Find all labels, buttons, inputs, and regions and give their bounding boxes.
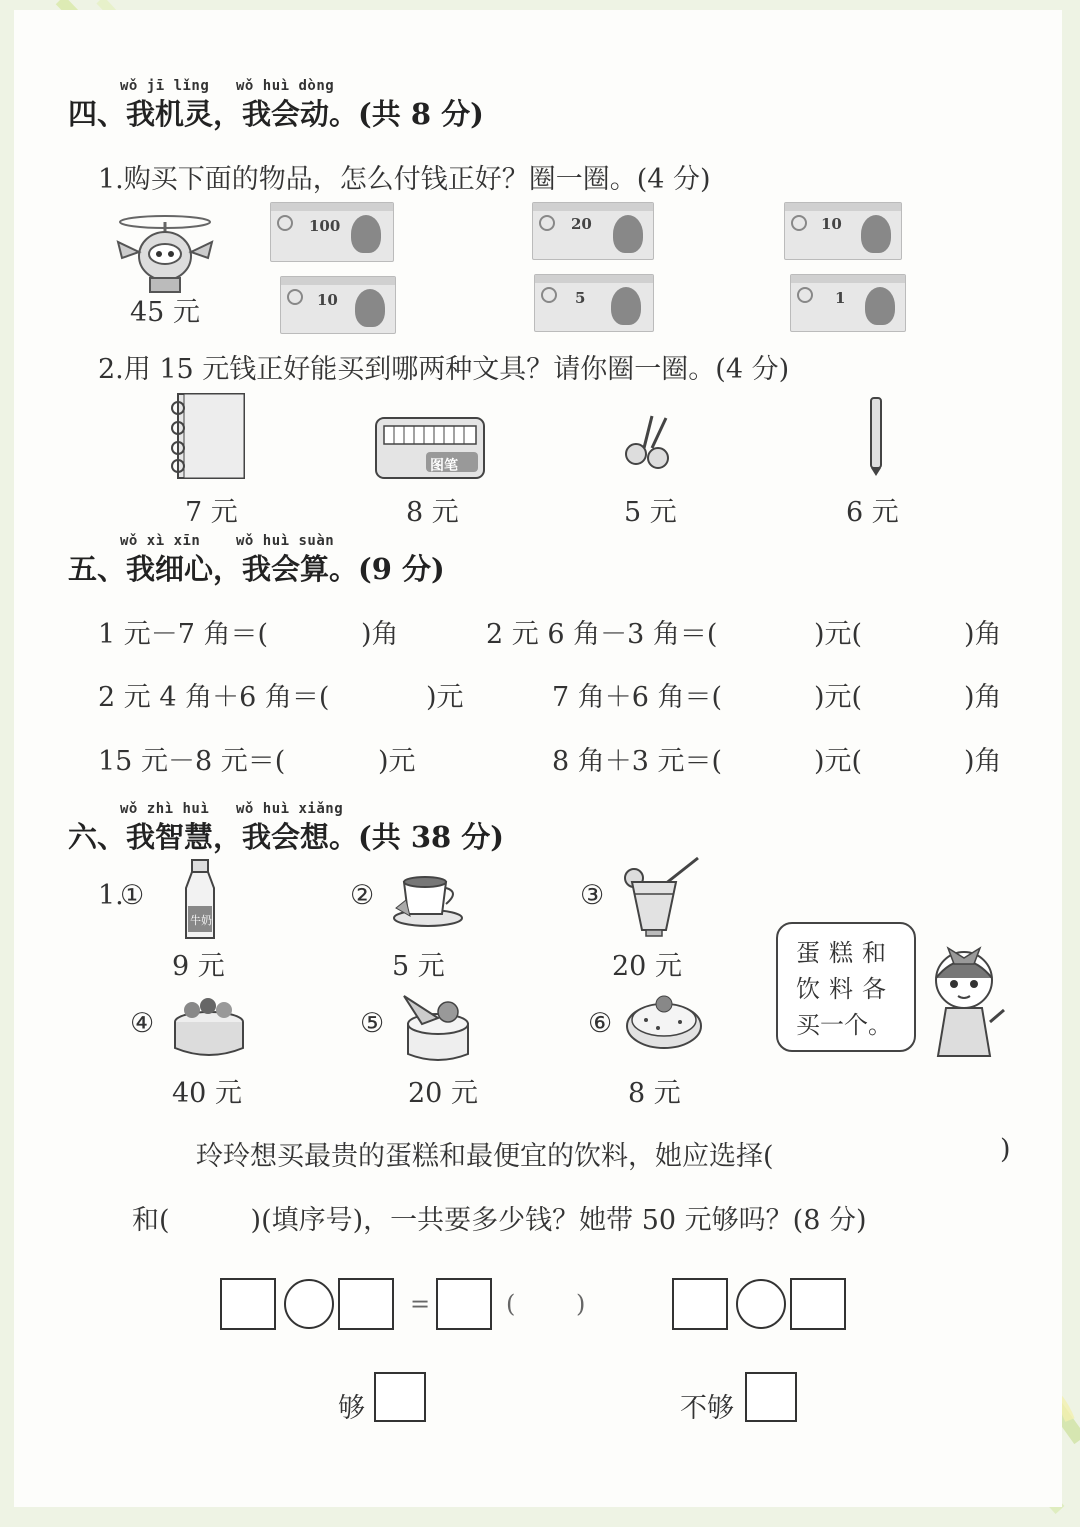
- operator-circle[interactable]: [736, 1279, 786, 1329]
- pinyin-annotation: wǒ huì suàn: [236, 533, 335, 549]
- answer-box[interactable]: [790, 1278, 846, 1330]
- stationery-price: 8 元: [406, 497, 459, 528]
- calc-expression: 2 元 6 角－3 角＝(: [486, 619, 718, 650]
- calc-unit: )元(: [814, 746, 863, 777]
- question-number: 1.: [98, 880, 124, 911]
- not-enough-checkbox[interactable]: [745, 1372, 797, 1422]
- item-price: 20 元: [612, 951, 682, 982]
- portrait-icon: [865, 287, 895, 325]
- note-band: [785, 203, 901, 211]
- emblem-icon: [277, 215, 293, 231]
- banknote[interactable]: [534, 274, 654, 332]
- note-value: 100: [309, 217, 341, 235]
- note-value: 1: [835, 289, 846, 307]
- pinyin-annotation: wǒ xì xīn: [120, 533, 201, 549]
- toy-robot-image: [110, 208, 220, 298]
- stationery-price: 7 元: [185, 497, 238, 528]
- portrait-icon: [611, 287, 641, 325]
- emblem-icon: [287, 289, 303, 305]
- cake-slice-icon[interactable]: [400, 990, 476, 1066]
- pencil-case-label: 图笔: [430, 458, 458, 474]
- banknote[interactable]: [790, 274, 906, 332]
- bubble-line: 蛋糕和: [796, 939, 895, 967]
- banknote[interactable]: [532, 202, 654, 260]
- toy-price: 45 元: [130, 297, 200, 328]
- pinyin-annotation: wǒ jī lǐng: [120, 78, 210, 94]
- note-band: [281, 277, 395, 285]
- equals-sign: =: [410, 1290, 431, 1318]
- pinyin-annotation: wǒ huì dòng: [236, 78, 335, 94]
- stationery-price: 5 元: [624, 497, 677, 528]
- question-text: 1.购买下面的物品，怎么付钱正好？圈一圈。(4 分): [98, 164, 711, 195]
- calc-unit: )元(: [814, 682, 863, 713]
- section-heading-6: 六、我智慧，我会想。(共 38 分): [68, 820, 504, 854]
- item-number: ①: [120, 880, 145, 911]
- calc-expression: 1 元－7 角＝(: [98, 619, 269, 650]
- section-heading-4: 四、我机灵，我会动。(共 8 分): [68, 97, 484, 131]
- item-number: ⑤: [360, 1008, 385, 1039]
- enough-checkbox[interactable]: [374, 1372, 426, 1422]
- calc-unit: )元(: [814, 619, 863, 650]
- donut-icon[interactable]: [624, 992, 704, 1052]
- emblem-icon: [541, 287, 557, 303]
- banknote[interactable]: [784, 202, 902, 260]
- operator-circle[interactable]: [284, 1279, 334, 1329]
- bubble-line: 饮料各: [796, 975, 895, 1003]
- unit-paren-close: ): [576, 1290, 586, 1318]
- section-heading-5: 五、我细心，我会算。(9 分): [68, 552, 445, 586]
- item-price: 5 元: [392, 951, 445, 982]
- note-band: [533, 203, 653, 211]
- answer-box[interactable]: [436, 1278, 492, 1330]
- note-value: 10: [317, 291, 338, 309]
- question-text: 2.用 15 元钱正好能买到哪两种文具？请你圈一圈。(4 分): [98, 354, 790, 385]
- banknote[interactable]: [280, 276, 396, 334]
- note-value: 10: [821, 215, 842, 233]
- calc-expression: 15 元－8 元＝(: [98, 746, 286, 777]
- pen-icon[interactable]: [866, 396, 886, 478]
- portrait-icon: [355, 289, 385, 327]
- answer-box[interactable]: [338, 1278, 394, 1330]
- portrait-icon: [613, 215, 643, 253]
- scissors-icon[interactable]: [622, 412, 678, 472]
- bubble-line: 买一个。: [796, 1011, 892, 1039]
- note-band: [535, 275, 653, 283]
- calc-unit: )角: [964, 682, 1002, 713]
- calc-unit: )角: [361, 619, 399, 650]
- note-value: 5: [575, 289, 586, 307]
- milk-bottle-shape: [180, 858, 220, 942]
- problem-line-end: ): [1000, 1134, 1011, 1165]
- calc-expression: 2 元 4 角＋6 角＝(: [98, 682, 330, 713]
- emblem-icon: [539, 215, 555, 231]
- juice-glass-icon[interactable]: [620, 856, 704, 938]
- calc-unit: )元: [378, 746, 416, 777]
- not-enough-label: 不够: [680, 1393, 734, 1424]
- calc-expression: 8 角＋3 元＝(: [552, 746, 723, 777]
- girl-illustration: [918, 940, 1012, 1064]
- calc-unit: )角: [964, 619, 1002, 650]
- pencil-case-icon[interactable]: [374, 412, 486, 480]
- portrait-icon: [861, 215, 891, 253]
- calc-unit: )元: [426, 682, 464, 713]
- banknote[interactable]: [270, 202, 394, 262]
- problem-line: 玲玲想买最贵的蛋糕和最便宜的饮料，她应选择(: [196, 1141, 774, 1172]
- item-price: 9 元: [172, 951, 225, 982]
- pinyin-annotation: wǒ huì xiǎng: [236, 801, 344, 817]
- answer-box[interactable]: [220, 1278, 276, 1330]
- stationery-price: 6 元: [846, 497, 899, 528]
- problem-line: 和( )(填序号)，一共要多少钱？她带 50 元够吗？(8 分): [132, 1205, 867, 1236]
- answer-box[interactable]: [672, 1278, 728, 1330]
- item-price: 20 元: [408, 1078, 478, 1109]
- enough-label: 够: [338, 1393, 365, 1424]
- emblem-icon: [797, 287, 813, 303]
- unit-paren-open: (: [506, 1290, 516, 1318]
- note-band: [271, 203, 393, 211]
- note-band: [791, 275, 905, 283]
- item-number: ③: [580, 880, 605, 911]
- pinyin-annotation: wǒ zhì huì: [120, 801, 210, 817]
- item-price: 8 元: [628, 1078, 681, 1109]
- portrait-icon: [351, 215, 381, 253]
- item-number: ②: [350, 880, 375, 911]
- item-price: 40 元: [172, 1078, 242, 1109]
- notebook-icon[interactable]: [166, 392, 250, 482]
- item-number: ⑥: [588, 1008, 613, 1039]
- fruit-cake-icon[interactable]: [170, 992, 248, 1058]
- note-value: 20: [571, 215, 592, 233]
- calc-unit: )角: [964, 746, 1002, 777]
- milk-label: 牛奶: [190, 914, 212, 927]
- emblem-icon: [791, 215, 807, 231]
- milk-bottle-icon[interactable]: [180, 858, 220, 942]
- coffee-cup-icon[interactable]: [390, 870, 466, 928]
- calc-expression: 7 角＋6 角＝(: [552, 682, 723, 713]
- item-number: ④: [130, 1008, 155, 1039]
